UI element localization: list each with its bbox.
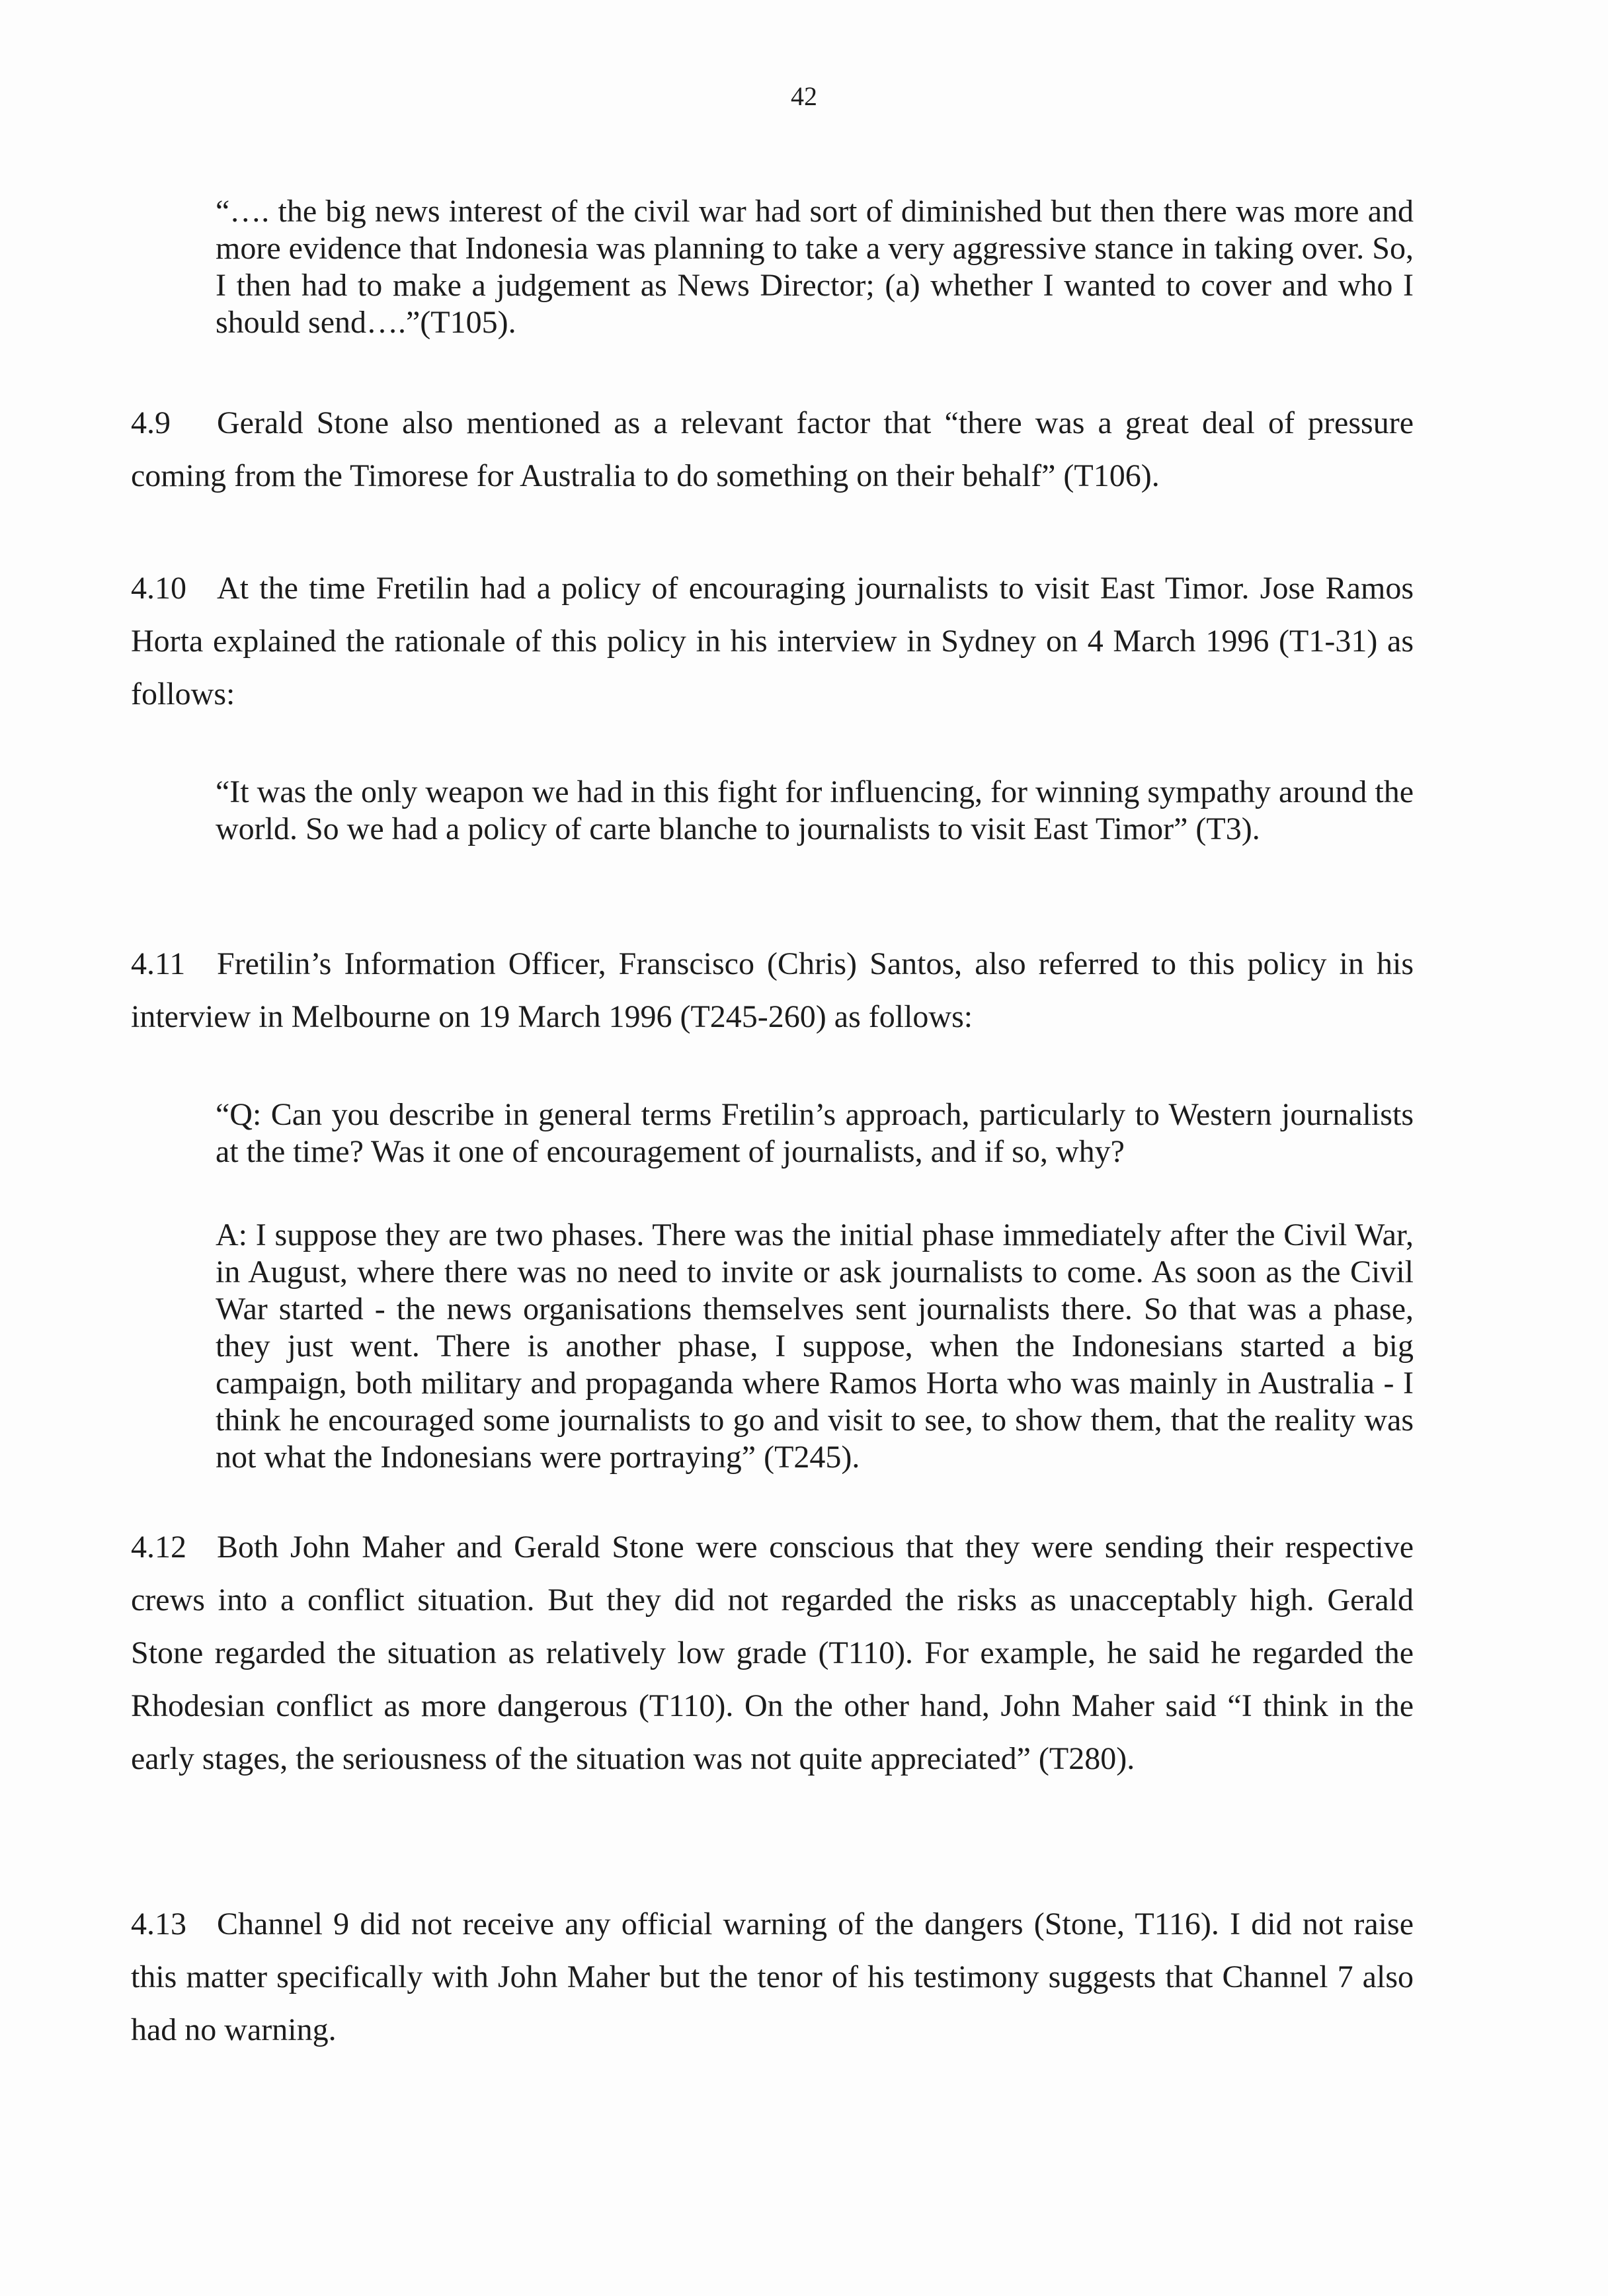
paragraph-number: 4.11: [131, 946, 186, 981]
quote-text: “Q: Can you describe in general terms Fretilin’s approach, particularly to Western journalists at the time? Was it one of encouragement of journalists, and if so, why?: [216, 1097, 1414, 1169]
paragraph-number: 4.12: [131, 1530, 186, 1565]
paragraph-text: Both John Maher and Gerald Stone were conscious that they were sending their respective crews into a conflict situation. But they did not regarded the risks as unacceptably high. Gerald Stone regarded the situation as relatively low grade (T110). For example, he said he regarded the Rhodesian conflict as more dangerous (T110). On the other hand, John Maher said “I think in the early stages, the seriousness of the situation was not quite appreciated” (T280).: [131, 1530, 1414, 1776]
quote-block-ramos-horta: [216, 774, 1414, 848]
paragraph-4-10: [131, 562, 1414, 721]
paragraph-text: Fretilin’s Information Officer, Franscisco (Chris) Santos, also referred to this policy in his interview in Melbourne on 19 March 1996 (T245-260) as follows:: [131, 946, 1414, 1034]
paragraph-number: 4.10: [131, 571, 186, 606]
paragraph-4-12: [131, 1521, 1414, 1785]
paragraph-4-11: [131, 938, 1414, 1044]
paragraph-text: Channel 9 did not receive any official warning of the dangers (Stone, T116). I did not raise this matter specifically with John Maher but the tenor of his testimony suggests that Channel 7 also had no warning.: [131, 1906, 1414, 2047]
quote-text: “…. the big news interest of the civil war had sort of diminished but then there was more and more evidence that Indonesia was planning to take a very aggressive stance in taking over. So, I then had to make a judgement as News Director; (a) whether I wanted to cover and who I should send….”(T105).: [216, 194, 1414, 340]
paragraph-text: Gerald Stone also mentioned as a relevant factor that “there was a great deal of pressure coming from the Timorese for Australia to do something on their behalf” (T106).: [131, 405, 1414, 493]
quote-block-news-director: [216, 193, 1414, 341]
paragraph-4-13: [131, 1898, 1414, 2057]
quote-text: A: I suppose they are two phases. There was the initial phase immediately after the Civil War, in August, where there was no need to invite or ask journalists to come. As soon as the Civil War started - the news organisations themselves sent journalists there. So that was a phase, they just went. There is another phase, I suppose, when the Indonesians started a big campaign, both military and propaganda where Ramos Horta who was mainly in Australia - I think he encouraged some journalists to go and visit to see, to show them, that the reality was not what the Indonesians were portraying” (T245).: [216, 1217, 1414, 1475]
quote-text: “It was the only weapon we had in this fight for influencing, for winning sympathy around the world. So we had a policy of carte blanche to journalists to visit East Timor” (T3).: [216, 774, 1414, 846]
paragraph-text: At the time Fretilin had a policy of encouraging journalists to visit East Timor. Jose Ramos Horta explained the rationale of this policy in his interview in Sydney on 4 March 1996 (T1-31) as follows:: [131, 571, 1414, 712]
quote-block-answer: [216, 1217, 1414, 1476]
paragraph-4-9: [131, 397, 1414, 503]
page-number: 42: [791, 81, 817, 111]
paragraph-number: 4.13: [131, 1906, 186, 1942]
quote-block-question: [216, 1096, 1414, 1170]
paragraph-number: 4.9: [131, 405, 171, 440]
